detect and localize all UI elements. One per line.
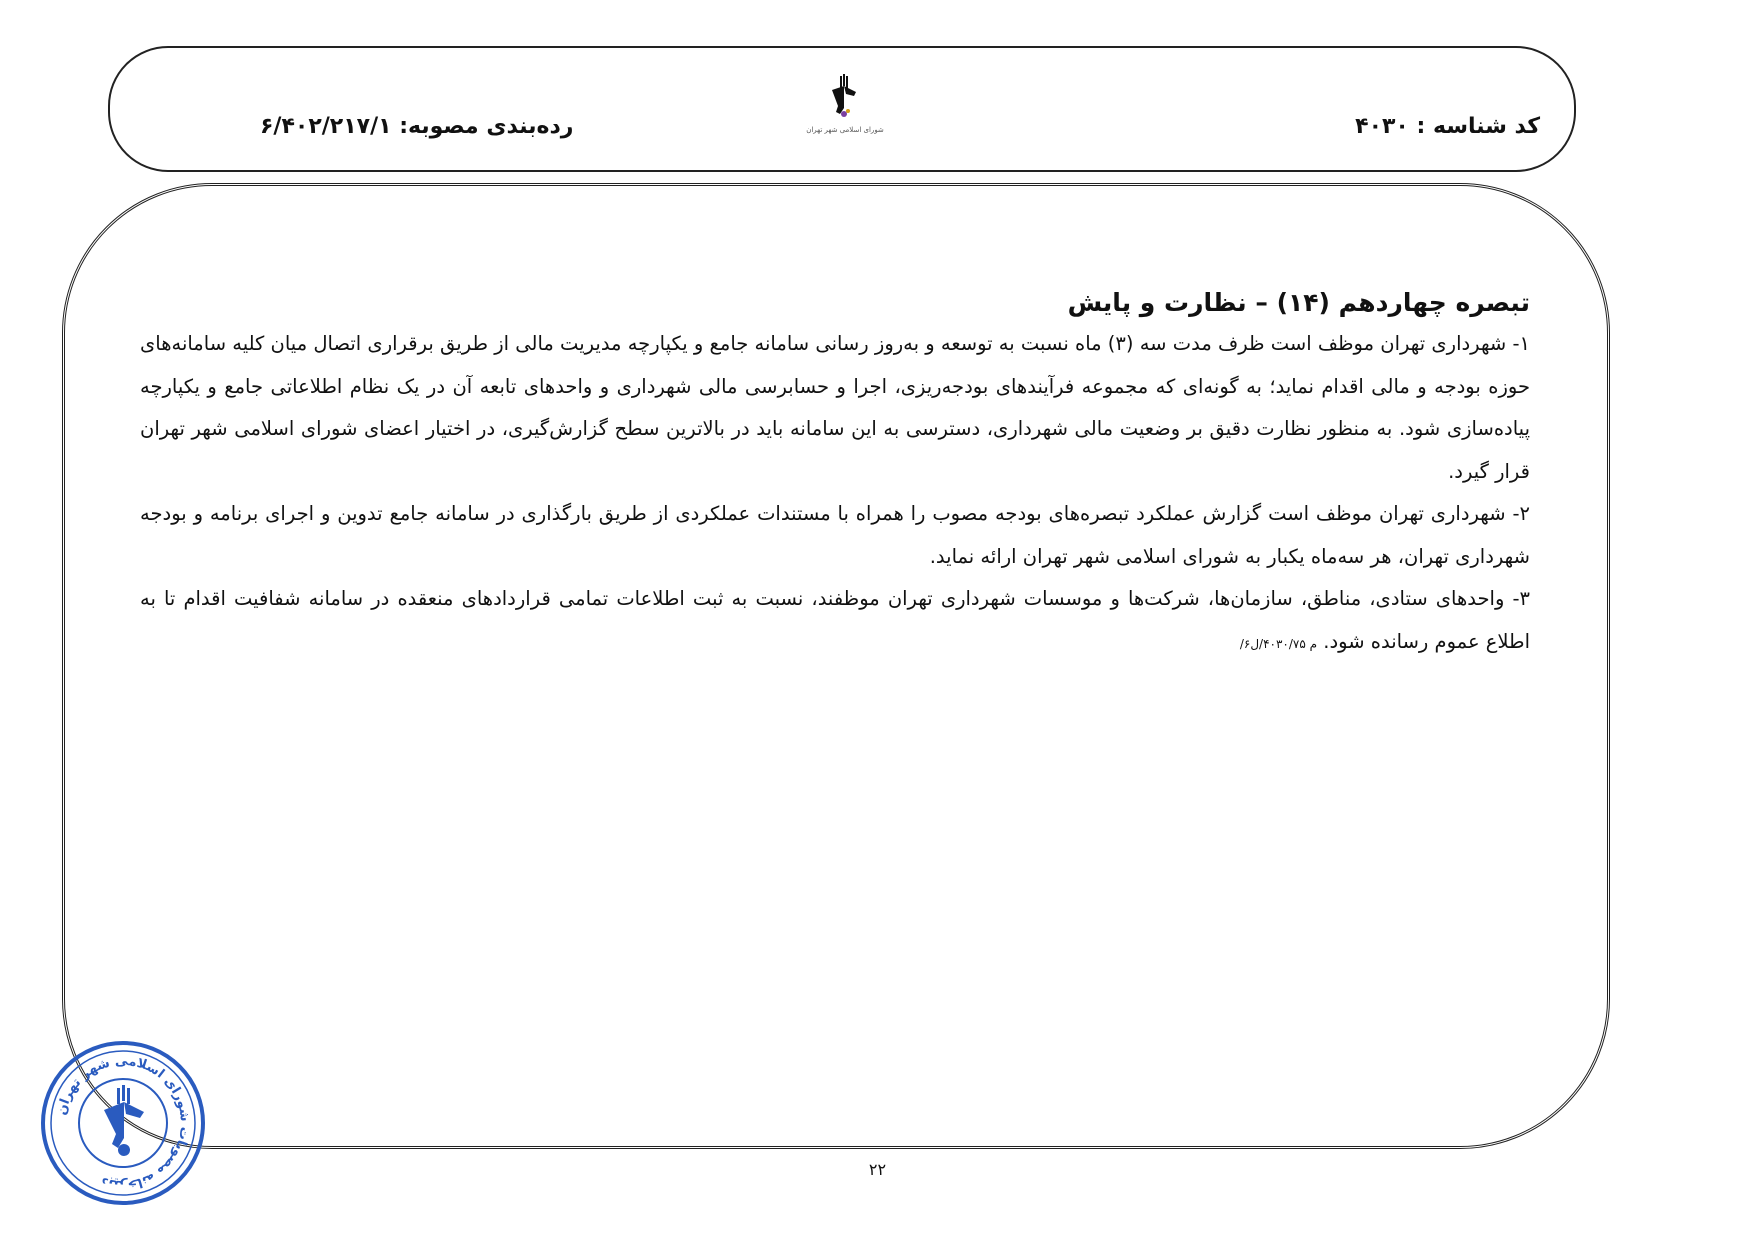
paragraph-1: ۱- شهرداری تهران موظف است ظرف مدت سه (۳) ماه نسبت به توسعه و به‌روز رسانی سامانه جامع و یکپارچه مدیریت مالی از طریق برقراری اتصال میان کلیه سامانه‌های حوزه بودجه و مالی اقدام نماید؛ به گونه‌ای که مجموعه فرآیندهای بودجه‌ریزی، اجرا و حسابرسی مالی شهرداری و واحدهای تابعه آن در یک نظام اطلاعاتی جامع و یکپارچه پیاده‌سازی شود. به منظور نظارت دقیق بر وضعیت مالی شهرداری، دسترسی به این سامانه باید در بالاترین سطح گزارش‌گیری، در اختیار اعضای شورای اسلامی شهر تهران قرار گیرد. bbox=[140, 332, 1531, 483]
paragraph-2: ۲- شهرداری تهران موظف است گزارش عملکرد تبصره‌های بودجه مصوب را همراه با مستندات عملکردی از طریق بارگذاری در سامانه جامع تدوین و اجرای برنامه و بودجه شهرداری تهران، هر سه‌ماه یکبار به شورای اسلامی شهر تهران ارائه نماید. bbox=[140, 502, 1530, 568]
official-seal-stamp bbox=[38, 1038, 208, 1208]
section-title: تبصره چهاردهم (۱۴) – نظارت و پایش bbox=[1067, 288, 1530, 317]
classification-code: رده‌بندی مصوبه: ۶/۴۰۲/۲۱۷/۱ bbox=[260, 114, 574, 139]
id-code: کد شناسه : ۴۰۳۰ bbox=[1355, 114, 1540, 139]
document-body bbox=[140, 283, 1530, 665]
reference-note: م ۴۰۳۰/۷۵/ل۶/ bbox=[1239, 636, 1318, 651]
svg-text:دبیرخانه مصوبات شورای اسلامی ش: دبیرخانه مصوبات شورای اسلامی شهر تهران bbox=[54, 1053, 193, 1193]
paragraph-3-text: ۳- واحدهای ستادی، مناطق، سازمان‌ها، شرکت‌ها و موسسات شهرداری تهران موظفند، نسبت به ثبت اطلاعات تمامی قراردادهای منعقده در سامانه شفافیت اقدام تا به اطلاع عموم رسانده شود. bbox=[140, 587, 1530, 653]
header-box bbox=[108, 46, 1576, 172]
page-number: ۲۲ bbox=[868, 1160, 887, 1179]
logo-caption: شورای اسلامی شهر تهران bbox=[806, 126, 884, 134]
paragraph-3 bbox=[140, 578, 1530, 665]
